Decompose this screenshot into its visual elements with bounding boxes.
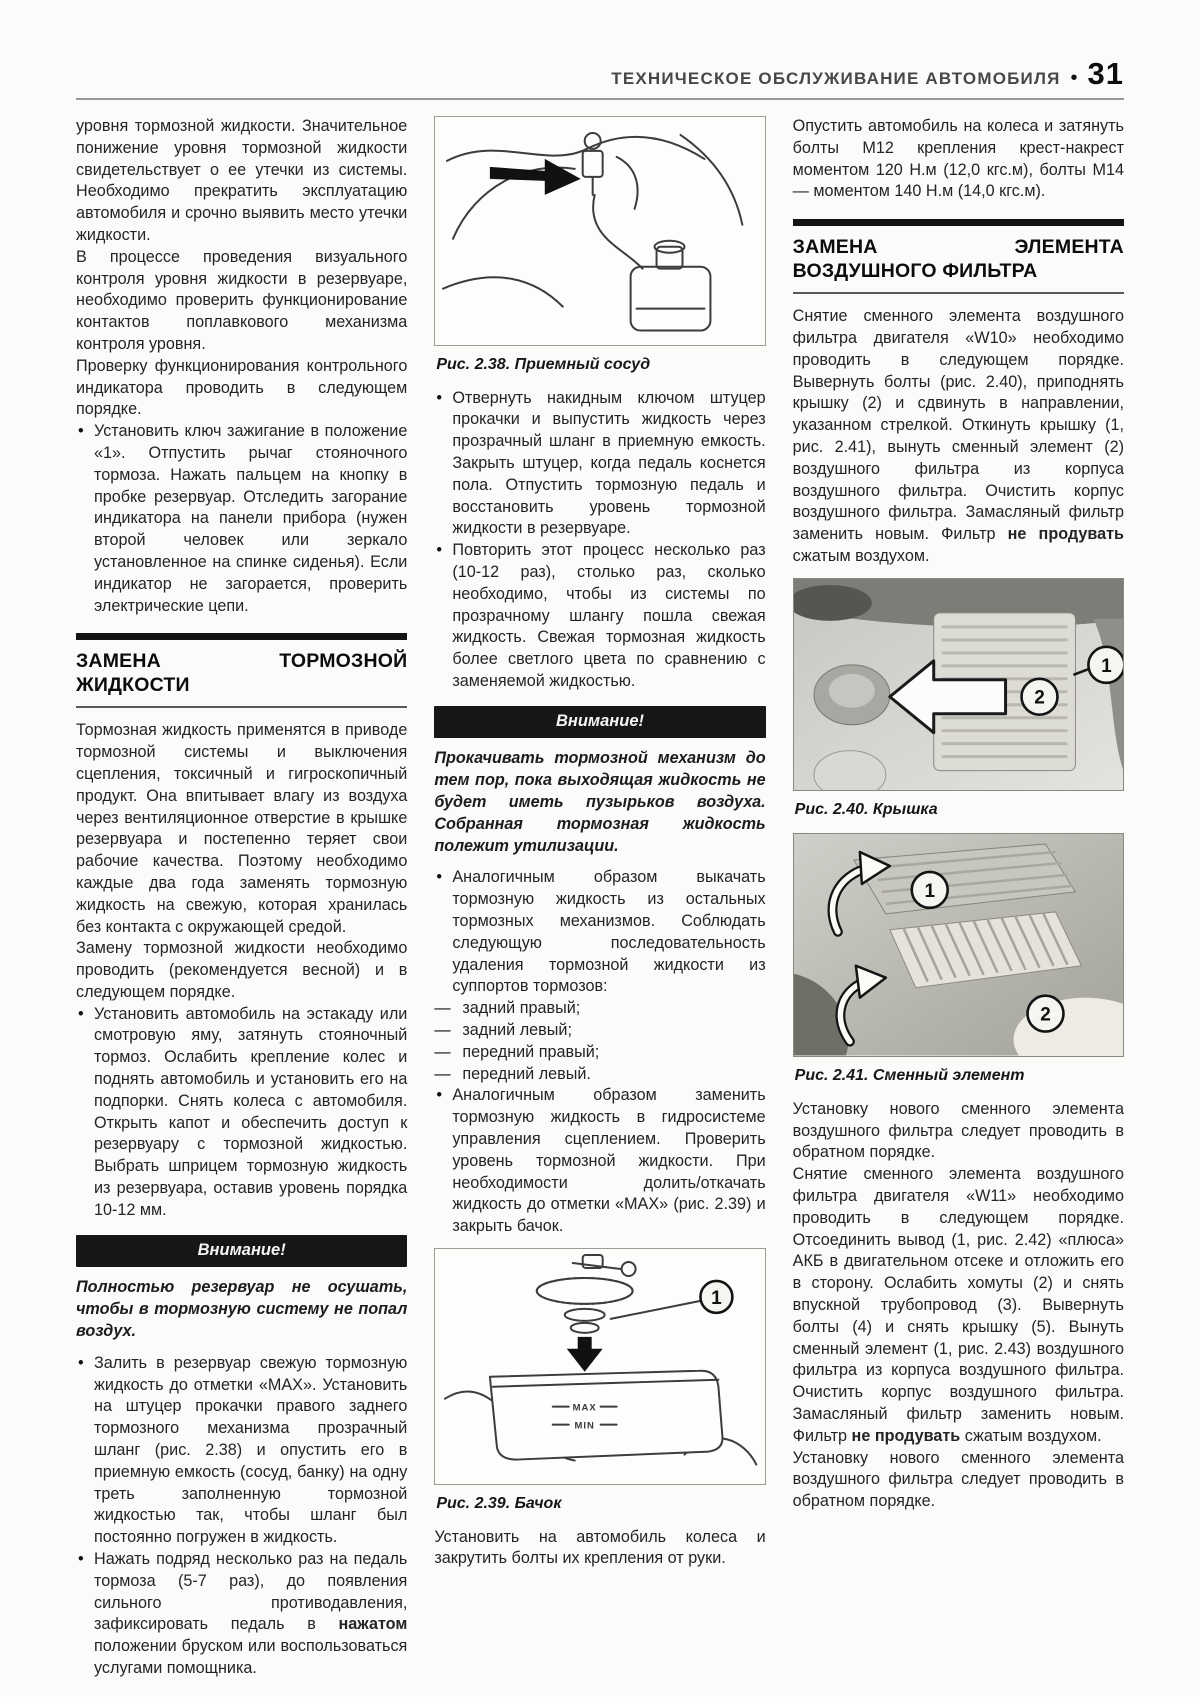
brake-bleed-sketch	[435, 117, 764, 345]
paragraph: Установку нового сменного элемента воздушного фильтра следует проводить в обратном порядке.	[792, 1448, 1124, 1511]
column-1	[76, 116, 407, 1680]
callout-1: 1	[1100, 655, 1112, 677]
callout-1: 1	[924, 881, 935, 903]
air-filter-cover-photo	[794, 579, 1123, 791]
section-heading-brake-fluid	[76, 633, 407, 708]
section-rule	[793, 292, 1124, 294]
max-mark-label: MAX	[572, 1402, 598, 1414]
bullet-item	[76, 1549, 407, 1680]
figure-2-39-image	[434, 1248, 765, 1485]
callout-2: 2	[1039, 1004, 1051, 1026]
paragraph	[793, 306, 1124, 568]
paragraph-text: сжатым воздухом.	[960, 1426, 1102, 1445]
section-bar	[76, 633, 407, 640]
bullet-item: • Повторить этот процесс несколько раз (10-12 раз), столько раз, сколько необходимо, чтобы из системы по прозрачному шлангу пошла свежая жидкость. Свежая тормозная жидкость более светлого цвета по сравнению с заменяемой жидкостью.	[434, 540, 765, 693]
paragraph-text-bold: не продувать	[851, 1426, 961, 1445]
paragraph: уровня тормозной жидкости. Значительное понижение уровня тормозной жидкости свидетельствует о ее утечки из системы. Необходимо прекратить эксплуатацию автомобиля и срочно выявить место утечки жидкости.	[76, 117, 408, 244]
paragraph: В процессе проведения визуального контроля уровня жидкости в резервуаре, необходимо проверить функционирование контактов поплавкового механизма контроля уровня.	[76, 247, 408, 353]
text-columns	[76, 116, 1124, 1680]
paragraph-text-bold: не продувать	[1007, 525, 1124, 544]
column-2	[434, 116, 765, 1680]
header-rule	[76, 98, 1124, 100]
right-arrow-icon	[490, 159, 581, 195]
callout-2: 2	[1033, 687, 1045, 709]
figure-caption: Рис. 2.38. Приемный сосуд	[436, 355, 651, 373]
page-number: 31	[1087, 56, 1124, 91]
bullet-text: Нажать подряд несколько раз на педаль тормоза (5-7 раз), до появления сильного противодавления, зафиксировать педаль в	[94, 1550, 408, 1634]
figure-2-38-image	[434, 116, 765, 346]
header-dot-icon: •	[1070, 67, 1078, 89]
paragraph: Замену тормозной жидкости необходимо проводить (рекомендуется весной) и в следующем порядке.	[76, 939, 408, 1001]
paragraph: Установку нового сменного элемента воздушного фильтра следует проводить в обратном порядке.	[792, 1099, 1124, 1162]
callout-1: 1	[711, 1287, 723, 1309]
bullet-item: • Аналогичным образом заменить тормозную жидкость в гидросистеме управления сцеплением. Проверить уровень тормозной жидкости. При необходимости долить/откачать жидкость до отметки «MAX» (рис. 2.39) и закрыть бачок.	[434, 1085, 765, 1238]
dash-item: — передний левый.	[434, 1064, 765, 1086]
figure-caption: Рис. 2.41. Сменный элемент	[794, 1066, 1025, 1084]
paragraph-text: Снятие сменного элемента воздушного фильтра двигателя «W11» необходимо проводить в следующем порядке. Отсоединить вывод (1, рис. 2.42) «плюса» АКБ в двигательном отсеке и отложить его в сторону. Ослабить хомуты (2) и снять впускной трубопровод (3). Вывернуть болты (4) и снять крышку (5). Вынуть сменный элемент (1, рис. 2.43) воздушного фильтра из корпуса воздушного фильтра. Очистить корпус воздушного фильтра. Замасляный фильтр заменить новым. Фильтр	[792, 1165, 1124, 1445]
dash-item: — задний правый;	[434, 998, 765, 1020]
column-3	[793, 116, 1124, 1680]
bullet-item: • Отвернуть накидным ключом штуцер прокачки и выпустить жидкость через прозрачный шланг в приемную емкость. Закрыть штуцер, когда педаль коснется пола. Отпустить тормозную педаль и восстановить уровень тормозной жидкости в резервуаре.	[434, 388, 765, 541]
paragraph-text: Снятие сменного элемента воздушного фильтра двигателя «W10» необходимо проводить в следующем порядке. Вывернуть болты (рис. 2.40), приподнять крышку (2) и сдвинуть в направлении, указанном стрелкой. Откинуть крышку (1, рис. 2.41), вынуть сменный элемент (2) воздушного фильтра из корпуса воздушного фильтра. Очистить корпус воздушного фильтра. Замасляный фильтр заменить новым. Фильтр	[792, 307, 1124, 544]
warning-text: Полностью резервуар не осушать, чтобы в тормозную систему не попал воздух.	[76, 1278, 408, 1341]
figure-2-38	[434, 116, 765, 375]
min-mark-label: MIN	[574, 1420, 596, 1432]
figure-2-40-image	[793, 578, 1124, 792]
paragraph-text: сжатым воздухом.	[792, 546, 930, 565]
bullet-text: положении бруском или воспользоваться услугами помощника.	[94, 1637, 408, 1677]
section-rule	[76, 706, 407, 708]
section-title: ЗАМЕНА ЭЛЕМЕНТА ВОЗДУШНОГО ФИЛЬТРА	[792, 236, 1124, 282]
section-bar	[793, 219, 1124, 226]
paragraph: Тормозная жидкость применятся в приводе тормозной системы и выключения сцепления, токсичный и гигроскопичный продукт. Она впитывает влагу из воздуха через вентиляционное отверстие в крышке резервуара и постепенно теряет свои рабочие качества. Поэтому необходимо каждые два года заменять тормозную жидкость на свежую, которая хранилась без контакта с окружающей средой.	[76, 721, 408, 936]
paragraph: Установить на автомобиль колеса и закрутить болты их крепления от руки.	[434, 1527, 766, 1568]
section-title: ЗАМЕНА ТОРМОЗНОЙ ЖИДКОСТИ	[76, 650, 408, 696]
bullet-item: • Установить ключ зажигание в положение «1». Отпустить рычаг стояночного тормоза. Нажать пальцем на кнопку в пробке резервуар. Отследить загорание индикатора на панели прибора (нужен второй человек или зеркало установленное на спинке сиденья). Если индикатор не загорается, проверить электрические цепи.	[76, 421, 407, 617]
warning-title: Внимание!	[434, 706, 765, 739]
figure-caption: Рис. 2.40. Крышка	[794, 801, 938, 819]
warning-box	[76, 1235, 407, 1343]
figure-2-40	[793, 578, 1124, 821]
dash-item: — задний левый;	[434, 1020, 765, 1042]
section-heading-air-filter	[793, 219, 1124, 294]
page-header-title: ТЕХНИЧЕСКОЕ ОБСЛУЖИВАНИЕ АВТОМОБИЛЯ	[611, 69, 1061, 88]
bullet-item: • Залить в резервуар свежую тормозную жидкость до отметки «MAX». Установить на штуцер прокачки правого заднего тормозного механизма прозрачный шланг (рис. 2.38) и опустить его в приемную емкость (сосуд, банку) на одну треть заполненную тормозной жидкостью так, чтобы шланг был постоянно погружен в жидкость.	[76, 1353, 407, 1549]
paragraph	[793, 1164, 1124, 1447]
paragraph: Опустить автомобиль на колеса и затянуть болты М12 крепления крест-накрест моментом 120 Н.м (12,0 кгс.м), болты М14 — моментом 140 Н.м (14,0 кгс.м).	[792, 117, 1124, 201]
figure-2-41	[793, 833, 1124, 1086]
air-filter-element-photo	[794, 834, 1123, 1056]
paragraph: Проверку функционирования контрольного индикатора проводить в следующем порядке.	[76, 356, 408, 419]
warning-text: Прокачивать тормозной механизм до тем пор, пока выходящая жидкость не будет иметь пузырьков воздуха. Собранная тормозная жидкость полежит утилизации.	[434, 749, 766, 855]
bullet-text-bold: нажатом	[338, 1615, 408, 1634]
warning-title: Внимание!	[76, 1235, 407, 1268]
figure-2-41-image	[793, 833, 1124, 1057]
warning-box	[434, 706, 765, 858]
page-header	[76, 56, 1124, 92]
figure-2-39	[434, 1248, 765, 1514]
reservoir-sketch	[435, 1249, 764, 1484]
bullet-item: • Аналогичным образом выкачать тормозную жидкость из остальных тормозных механизмов. Соблюдать следующую последовательность удаления тормозной жидкости из суппортов тормозов:	[434, 867, 765, 998]
dash-item: — передний правый;	[434, 1042, 765, 1064]
down-arrow-icon	[567, 1337, 603, 1372]
bullet-item: • Установить автомобиль на эстакаду или смотровую яму, затянуть стояночный тормоз. Ослабить крепление колес и поднять автомобиль и установить его на подпорки. Снять колеса с автомобиля. Открыть капот и обеспечить доступ к резервуару с тормозной жидкостью. Выбрать шприцем тормозную жидкость из резервуара, оставив уровень порядка 10-12 мм.	[76, 1004, 407, 1222]
figure-caption: Рис. 2.39. Бачок	[436, 1494, 562, 1512]
